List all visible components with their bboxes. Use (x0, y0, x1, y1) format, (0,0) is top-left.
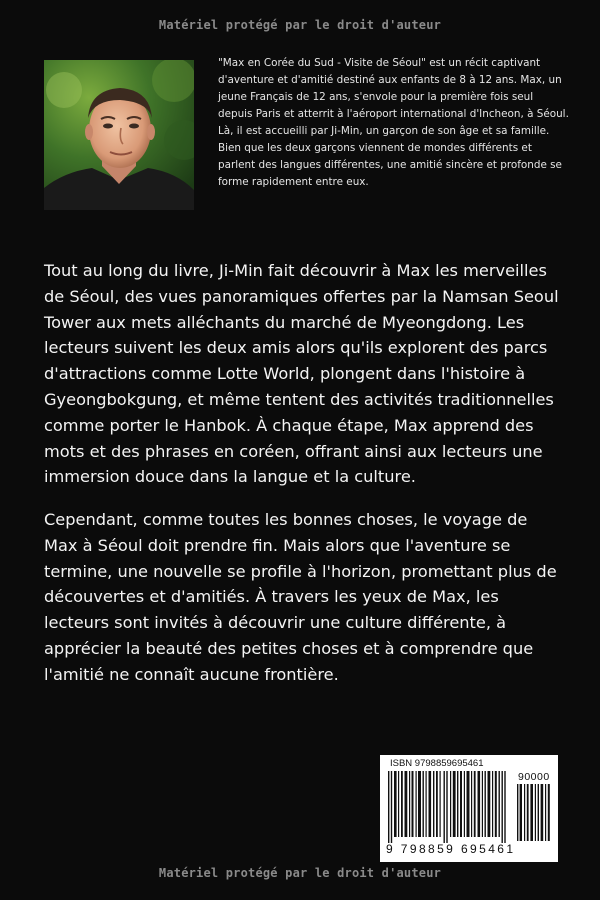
isbn-label: ISBN 9798859695461 (390, 758, 484, 769)
copyright-watermark-bottom: Matériel protégé par le droit d'auteur (158, 866, 442, 880)
barcode-number: 9 798859 695461 (386, 842, 516, 856)
price-code: 90000 (518, 771, 550, 783)
barcode-bars-main (388, 771, 510, 843)
copyright-watermark-top: Matériel protégé par le droit d'auteur (158, 18, 442, 32)
description-paragraph-2: Cependant, comme toutes les bonnes choses, le voyage de Max à Séoul doit prendre fin. Mais alors que l'aventure se termine, une nouvelle se profile à l'horizon, promettant plus de découvertes et d'amitiés. À travers les yeux de Max, les lecteurs sont invités à découvrir une culture différente, à apprécier la beauté des petites choses et à comprendre que l'amitié ne connaît aucune frontière. (44, 510, 557, 684)
book-blurb: "Max en Corée du Sud - Visite de Séoul" est un récit captivant d'aventure et d'amitié destiné aux enfants de 8 à 12 ans. Max, un jeune Français de 12 ans, s'envole pour la première fois seul depuis Paris et atterrit à l'aéroport international d'Incheon, à Séoul. Là, il est accueilli par Ji-Min, un garçon de son âge et sa famille. Bien que les deux garçons viennent de mondes différents et parlent des langues différentes, une amitié sincère et profonde se forme rapidement entre eux. (218, 57, 569, 188)
author-portrait-icon (44, 60, 194, 210)
author-photo (44, 60, 194, 210)
description-paragraph-1: Tout au long du livre, Ji-Min fait découvrir à Max les merveilles de Séoul, des vues panoramiques offertes par la Namsan Seoul Tower aux mets alléchants du marché de Myeongdong. Les lecteurs suivent les deux amis alors qu'ils explorent des parcs d'attractions comme Lotte World, plongent dans l'histoire à Gyeongbokgung, et même tentent des activités traditionnelles comme porter le Hanbok. À chaque étape, Max apprend des mots et des phrases en coréen, offrant ainsi aux lecteurs une immersion douce dans la langue et la culture. (44, 261, 559, 487)
barcode-bars-addon (517, 784, 551, 841)
isbn-barcode (380, 755, 558, 862)
